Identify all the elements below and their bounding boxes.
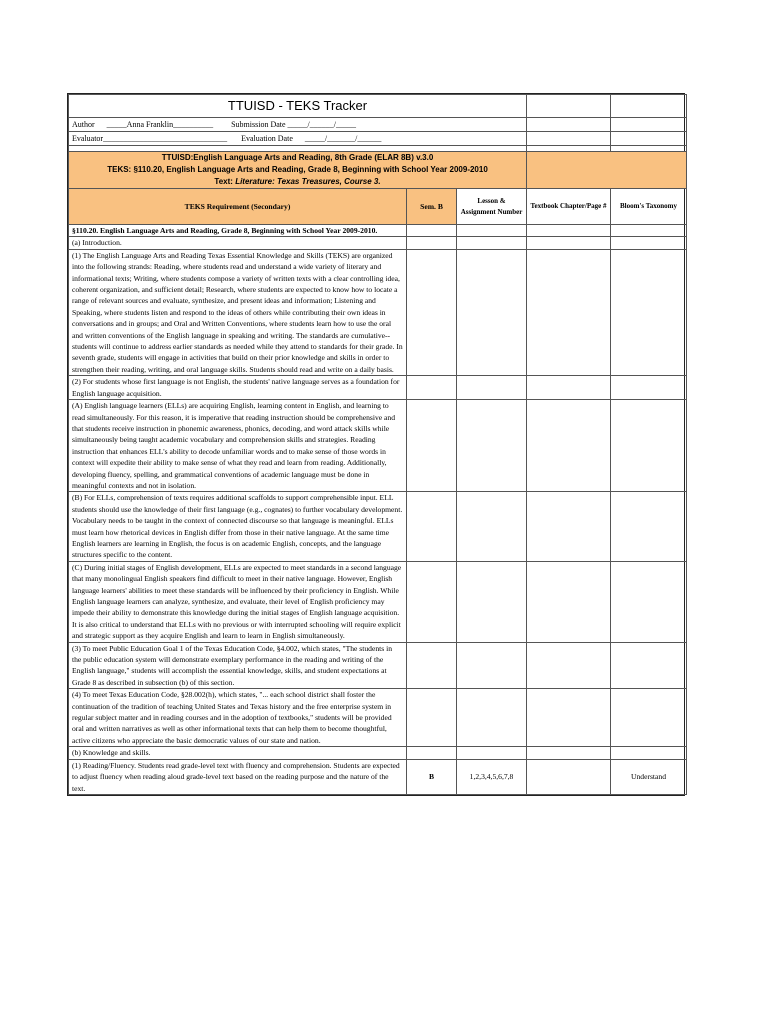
lesson-cell[interactable]	[457, 376, 527, 400]
textbook-cell[interactable]	[527, 492, 611, 561]
requirement-cell: (1) Reading/Fluency. Students read grade-level text with fluency and comprehension. Students are expected to adjust fluency when reading aloud grade-level text based on the reading purpose and the nature of the text.	[69, 759, 407, 794]
textbook-cell[interactable]	[527, 225, 611, 237]
semester-cell[interactable]	[407, 492, 457, 561]
col-header-blooms: Bloom's Taxonomy	[611, 189, 687, 225]
author-field[interactable]: _____Anna Franklin__________	[106, 120, 214, 129]
teks-tracker-sheet	[67, 93, 685, 796]
lesson-cell[interactable]	[457, 237, 527, 249]
blooms-cell[interactable]	[611, 642, 687, 689]
evaluation-date-label: Evaluation Date	[241, 134, 293, 143]
blooms-cell[interactable]	[611, 376, 687, 400]
table-row	[69, 759, 687, 794]
requirement-cell: (4) To meet Texas Education Code, §28.002(h), which states, "... each school district shall foster the continuation of the tradition of teaching United States and Texas history and the free enterprise system in regular subject matter and in reading courses and in the adoption of textbooks," students will be provided oral and written narratives as well as other informational texts that can help them to become thoughtful, active citizens who appreciate the basic democratic values of our state and nation.	[69, 689, 407, 747]
table-row	[69, 561, 687, 642]
banner-line-1: TTUISD:English Language Arts and Reading, 8th Grade (ELAR 8B) v.3.0	[161, 153, 434, 162]
semester-cell[interactable]	[407, 225, 457, 237]
semester-cell[interactable]	[407, 237, 457, 249]
blooms-cell[interactable]	[611, 492, 687, 561]
requirement-cell: (1) The English Language Arts and Reading Texas Essential Knowledge and Skills (TEKS) are organized into the following strands: Reading, where students read and understand a wide variety of literary and informational texts; Writing, where students compose a variety of written texts with a clear controlling idea, coherent organization, and sufficient detail; Research, where students are expected to know how to locate a range of relevant sources and evaluate, synthesize, and present ideas and information; Listening and Speaking, where students listen and respond to the ideas of others while contributing their own ideas in conversations and in groups; and Oral and Written Conventions, where students learn how to use the oral and written conventions of the English language in speaking and writing. The standards are cumulative--students will continue to address earlier standards as needed while they attend to standards for their grade. In seventh grade, students will engage in activities that build on their prior knowledge and skills in order to strengthen their reading, writing, and oral language skills. Students should read and write on a daily basis.	[69, 249, 407, 375]
banner-line-3	[72, 176, 523, 188]
lesson-cell[interactable]: 1,2,3,4,5,6,7,8	[457, 759, 527, 794]
textbook-cell[interactable]	[527, 747, 611, 759]
col-header-requirement: TEKS Requirement (Secondary)	[69, 189, 407, 225]
textbook-cell[interactable]	[527, 376, 611, 400]
banner-line-2: TEKS: §110.20, English Language Arts and Reading, Grade 8, Beginning with School Year 2009-2010	[107, 165, 488, 174]
table-row	[69, 249, 687, 375]
col-header-semester: Sem. B	[407, 189, 457, 225]
lesson-cell[interactable]	[457, 249, 527, 375]
author-row	[69, 118, 527, 132]
blooms-cell[interactable]	[611, 689, 687, 747]
semester-cell[interactable]	[407, 642, 457, 689]
table-row	[69, 237, 687, 249]
evaluator-row	[69, 132, 527, 146]
requirement-cell: §110.20. English Language Arts and Reading, Grade 8, Beginning with School Year 2009-2010.	[69, 225, 407, 237]
semester-cell[interactable]	[407, 561, 457, 642]
table-row	[69, 747, 687, 759]
banner-text-title: Literature: Texas Treasures, Course 3.	[235, 177, 381, 186]
semester-cell[interactable]	[407, 376, 457, 400]
col-header-textbook: Textbook Chapter/Page #	[527, 189, 611, 225]
banner-fill	[527, 152, 687, 189]
requirement-cell: (B) For ELLs, comprehension of texts requires additional scaffolds to support comprehensible input. ELL students should use the knowledge of their first language (e.g., cognates) to further vocabulary development. Vocabulary needs to be taught in the context of connected discourse so that language is meaningful. ELLs must learn how rhetorical devices in English differ from those in their native language. At the same time English learners are learning in English, the focus is on academic English, concepts, and the language structures specific to the content.	[69, 492, 407, 561]
submission-date-field[interactable]: Submission Date _____/______/_____	[231, 120, 356, 129]
blooms-cell[interactable]	[611, 747, 687, 759]
table-row	[69, 376, 687, 400]
banner-text-label: Text:	[214, 177, 233, 186]
evaluator-field[interactable]: Evaluator_______________________________	[72, 134, 228, 143]
textbook-cell[interactable]	[527, 642, 611, 689]
lesson-cell[interactable]	[457, 747, 527, 759]
semester-cell[interactable]	[407, 747, 457, 759]
page-title: TTUISD - TEKS Tracker	[69, 95, 527, 118]
lesson-cell[interactable]	[457, 400, 527, 492]
lesson-cell[interactable]	[457, 561, 527, 642]
course-banner	[69, 152, 527, 189]
lesson-cell[interactable]	[457, 225, 527, 237]
table-row	[69, 689, 687, 747]
blooms-cell[interactable]	[611, 249, 687, 375]
requirement-cell: (a) Introduction.	[69, 237, 407, 249]
requirement-rows	[69, 225, 687, 795]
col-header-lesson: Lesson & Assignment Number	[457, 189, 527, 225]
requirement-cell: (2) For students whose first language is not English, the students' native language serves as a foundation for English language acquisition.	[69, 376, 407, 400]
tracker-table	[68, 94, 687, 795]
table-row	[69, 225, 687, 237]
requirement-cell: (A) English language learners (ELLs) are acquiring English, learning content in English, and learning to read simultaneously. For this reason, it is imperative that reading instruction should be comprehensive and that students receive instruction in phonemic awareness, phonics, decoding, and word attack skills while simultaneously being taught academic vocabulary and comprehension skills and strategies. Reading instruction that enhances ELL's ability to decode unfamiliar words and to make sense of those words in context will expedite their ability to make sense of what they read and learn from reading. Additionally, developing fluency, spelling, and grammatical conventions of academic language must be done in meaningful contexts and not in isolation.	[69, 400, 407, 492]
requirement-cell: (C) During initial stages of English development, ELLs are expected to meet standards in a second language that many monolingual English speakers find difficult to meet in their native language. However, English language learners' abilities to meet these standards will be influenced by their proficiency in English. While English language learners can analyze, synthesize, and evaluate, their level of English proficiency may impede their ability to demonstrate this knowledge during the initial stages of English language acquisition. It is also critical to understand that ELLs with no previous or with interrupted schooling will require explicit and strategic support as they acquire English and learn to learn in English simultaneously.	[69, 561, 407, 642]
lesson-cell[interactable]	[457, 689, 527, 747]
blooms-cell[interactable]	[611, 237, 687, 249]
textbook-cell[interactable]	[527, 561, 611, 642]
textbook-cell[interactable]	[527, 689, 611, 747]
table-row	[69, 642, 687, 689]
author-label: Author	[72, 120, 95, 129]
semester-cell[interactable]	[407, 400, 457, 492]
textbook-cell[interactable]	[527, 237, 611, 249]
table-row	[69, 400, 687, 492]
requirement-cell: (b) Knowledge and skills.	[69, 747, 407, 759]
lesson-cell[interactable]	[457, 642, 527, 689]
semester-cell[interactable]	[407, 689, 457, 747]
semester-cell[interactable]: B	[407, 759, 457, 794]
textbook-cell[interactable]	[527, 249, 611, 375]
textbook-cell[interactable]	[527, 759, 611, 794]
blooms-cell[interactable]	[611, 400, 687, 492]
blooms-cell[interactable]	[611, 225, 687, 237]
textbook-cell[interactable]	[527, 400, 611, 492]
blooms-cell[interactable]	[611, 561, 687, 642]
semester-cell[interactable]	[407, 249, 457, 375]
lesson-cell[interactable]	[457, 492, 527, 561]
table-row	[69, 492, 687, 561]
requirement-cell: (3) To meet Public Education Goal 1 of the Texas Education Code, §4.002, which states, "The students in the public education system will demonstrate exemplary performance in the reading and writing of the English language," students will accomplish the essential knowledge, skills, and student expectations at Grade 8 as described in subsection (b) of this section.	[69, 642, 407, 689]
evaluation-date-field[interactable]: _____/_______/______	[304, 134, 382, 143]
blooms-cell[interactable]: Understand	[611, 759, 687, 794]
